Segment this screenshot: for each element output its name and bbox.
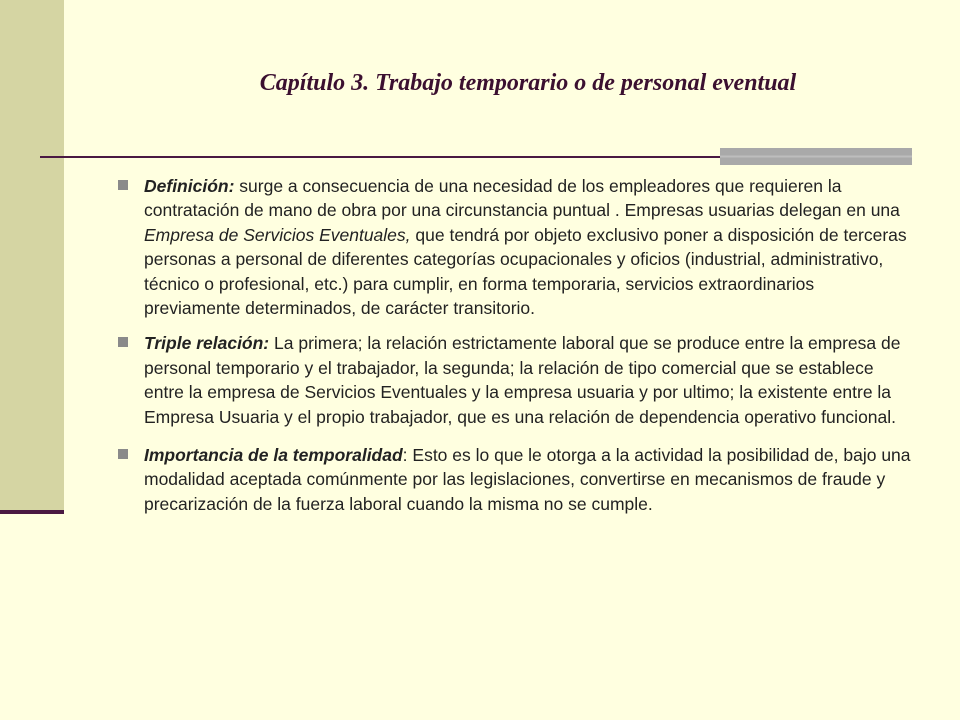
slide-content bbox=[112, 174, 912, 516]
definicion-text-part2: que tendrá por objeto exclusivo poner a disposición de terceras personas a personal de diferentes categorías ocupacionales y oficios (industrial, administrativo, técnico o profesional, etc.) para cumplir, en forma temporaria, servicios extraordinarios previamente determinados, de carácter transitorio. bbox=[144, 224, 907, 319]
slide-title: Capítulo 3. Trabajo temporario o de personal eventual bbox=[259, 70, 797, 96]
importancia-temporalidad-text: : Esto es lo que le otorga a la actividad la posibilidad de, bajo una modalidad aceptada comúnmente por las legislaciones, convertirse en mecanismos de fraude y precarización de la fuerza laboral cuando la misma no se cumple. bbox=[144, 445, 911, 514]
term-importancia-temporalidad: Importancia de la temporalidad bbox=[144, 445, 403, 466]
term-definicion: Definición: bbox=[144, 176, 235, 196]
triple-relacion-text: La primera; la relación estrictamente laboral que se produce entre la empresa de personal temporario y el trabajador, la segunda; la relación de tipo comercial que se establece entre la empresa de Servicios Eventuales y la empresa usuaria y por ultimo; la existente entre la Empresa Usuaria y el propio trabajador, que es una relación de dependencia operativo funcional. bbox=[144, 333, 901, 427]
bullet-definicion bbox=[112, 174, 912, 320]
square-bullet-icon bbox=[118, 449, 128, 459]
bullet-importancia-temporalidad bbox=[112, 443, 912, 516]
left-bar-underline bbox=[0, 510, 64, 514]
square-bullet-icon bbox=[118, 180, 128, 190]
square-bullet-icon bbox=[118, 337, 128, 347]
term-triple-relacion: Triple relación: bbox=[144, 333, 270, 354]
definicion-italic-text: Empresa de Servicios Eventuales, bbox=[144, 224, 411, 245]
title-divider-accent bbox=[720, 148, 912, 165]
bullet-triple-relacion bbox=[112, 331, 912, 429]
definicion-text-part1: surge a consecuencia de una necesidad de los empleadores que requieren la contratación de mano de obra por una circunstancia puntual . Empresas usuarias delegan en una bbox=[144, 176, 900, 221]
